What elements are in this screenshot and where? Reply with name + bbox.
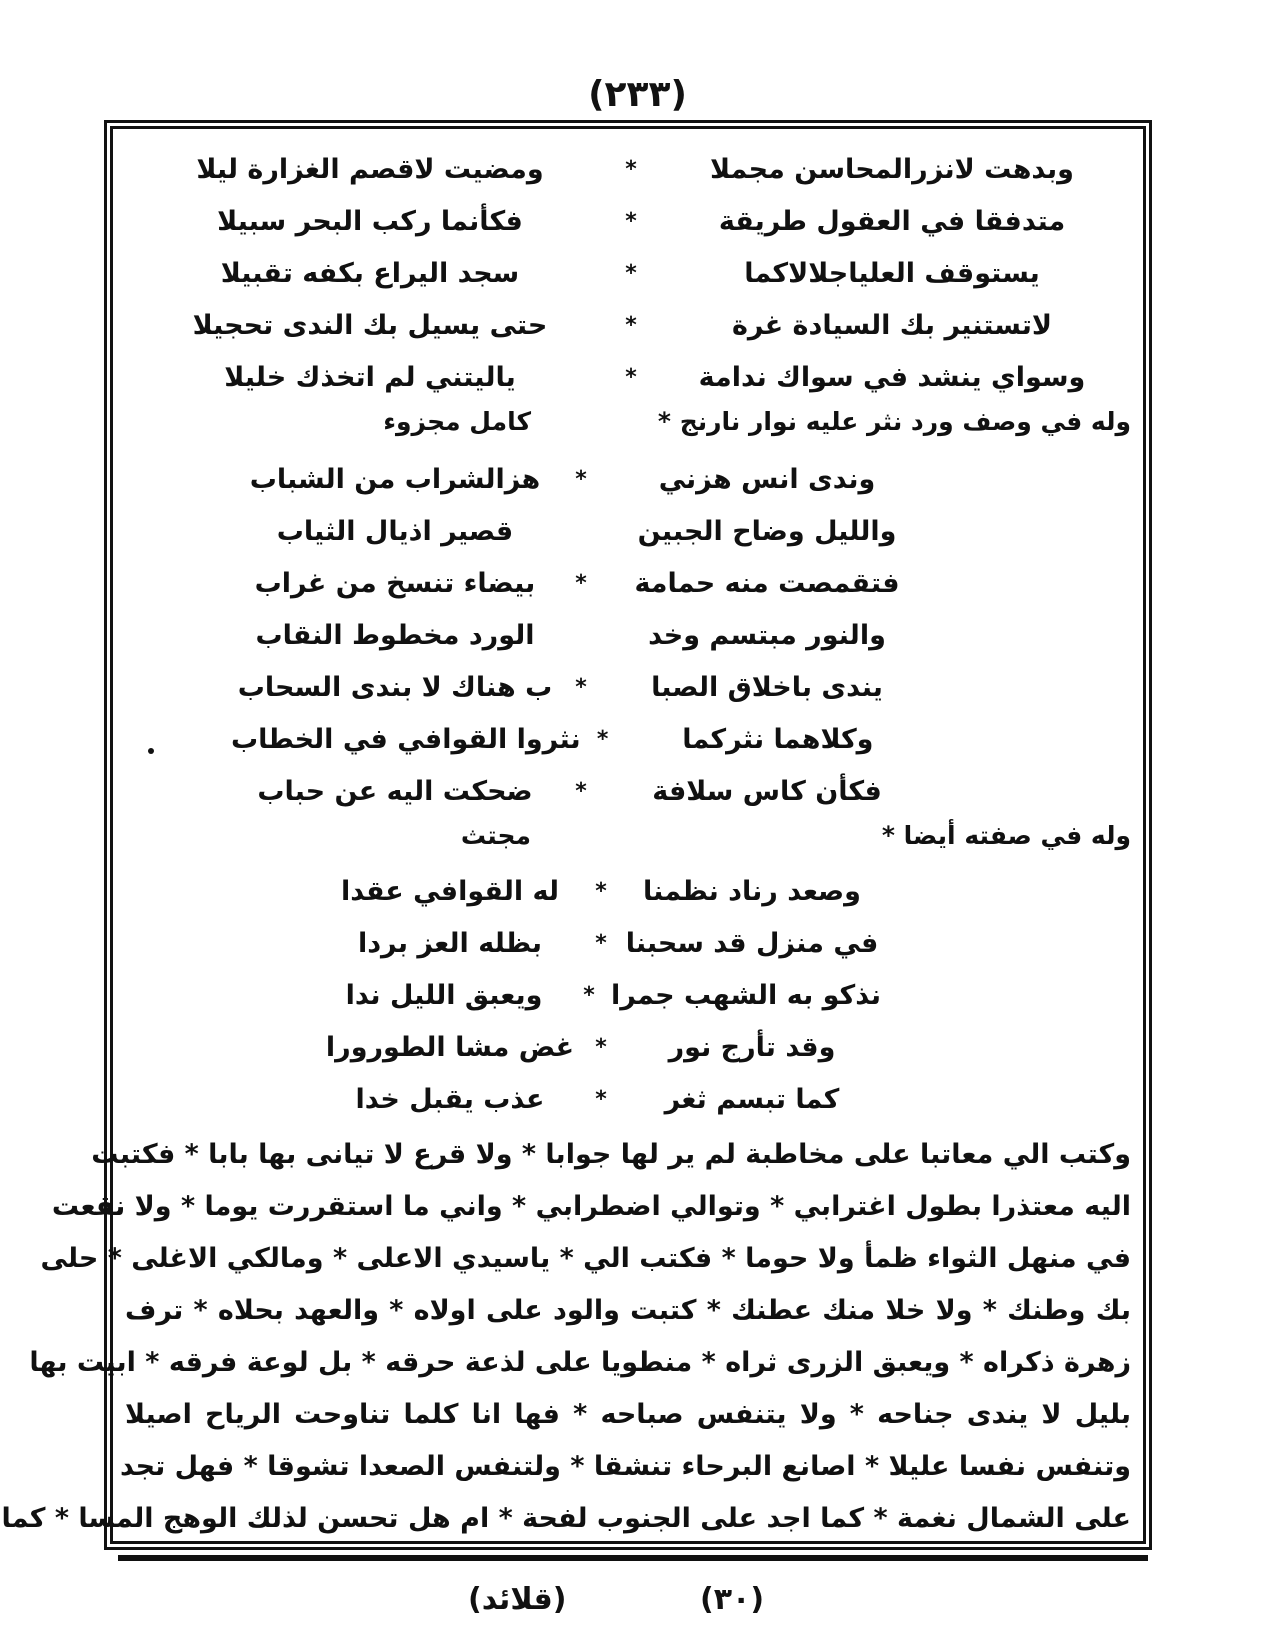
verse-separator: * (595, 930, 607, 956)
verse-second-hemistich: غض مشا الطورورا (325, 1031, 575, 1063)
poem3-verse (321, 1073, 881, 1125)
verse-separator: * (575, 778, 587, 804)
prose-line: زهرة ذكراه * ويعبق الزرى ثراه * منطويا على لذعة حرقه * بل لوعة فرقه * ابيت بها (29, 1347, 1131, 1378)
footer-rule (118, 1555, 1148, 1561)
verse-second-hemistich: ب هناك لا بندى السحاب (237, 671, 553, 703)
verse-first-hemistich: وسواي ينشد في سواك ندامة (698, 361, 1086, 393)
poem3-verse (321, 917, 881, 969)
prose-line: بليل لا يندى جناحه * ولا يتنفس صباحه * فها انا كلما تناوحت الرياح اصيلا (125, 1399, 1131, 1430)
verse-second-hemistich: له القوافي عقدا (340, 875, 560, 907)
verse-first-hemistich: وقد تأرج نور (668, 1031, 836, 1063)
prose-line: اليه معتذرا بطول اغترابي * وتوالي اضطرابي * واني ما استقررت يوما * ولا نقعت (51, 1191, 1131, 1222)
verse-first-hemistich: والنور مبتسم وخد (648, 619, 886, 651)
heading-separator: * (881, 821, 895, 850)
frame-content (1, 135, 1131, 1535)
verse-first-hemistich: يستوقف العلياجلالاكما (744, 257, 1040, 289)
prose-line: بك وطنك * ولا خلا منك عطنك * كتبت والود على اولاه * والعهد بحلاه * ترف (125, 1295, 1131, 1326)
poem2-verse (231, 713, 931, 765)
poem2-verse (231, 505, 931, 557)
verse-separator: * (595, 878, 607, 904)
text-frame (1, 120, 1152, 1550)
verse-separator: * (625, 364, 637, 390)
verse-first-hemistich: وبدهت لانزرالمحاسن مجملا (710, 153, 1074, 185)
poem1-verse (131, 195, 1131, 247)
meter-label: مجتث (460, 821, 531, 850)
verse-separator: * (595, 1034, 607, 1060)
verse-separator: * (583, 982, 595, 1008)
verse-second-hemistich: بظله العز بردا (357, 927, 543, 959)
verse-separator: * (575, 466, 587, 492)
verse-separator: * (596, 726, 609, 752)
heading-text: وله في وصف ورد نثر عليه نوار نارنج (679, 407, 1131, 436)
verse-separator: * (575, 518, 587, 544)
verse-first-hemistich: وكلاهما نثركما (682, 723, 874, 755)
page-number: (٢٣٣) (588, 74, 687, 115)
verse-second-hemistich: ويعبق الليل ندا (345, 979, 543, 1011)
verse-first-hemistich: وصعد رناد نظمنا (643, 875, 861, 907)
section-heading (131, 407, 1131, 451)
verse-second-hemistich: ياليتني لم اتخذك خليلا (224, 361, 516, 393)
poem2-verse (231, 765, 931, 817)
verse-separator: * (625, 208, 637, 234)
heading-text: وله في صفته أيضا (903, 821, 1131, 850)
verse-first-hemistich: يندى باخلاق الصبا (651, 671, 883, 703)
verse-first-hemistich: فتقمصت منه حمامة (634, 567, 900, 599)
verse-second-hemistich: ومضيت لاقصم الغزارة ليلا (196, 153, 544, 185)
prose-line: وكتب الي معاتبا على مخاطبة لم ير لها جوابا * ولا قرع لا تيانى بها بابا * فكتبت (91, 1139, 1131, 1170)
meter-label: كامل مجزوء (383, 407, 531, 436)
prose-line: على الشمال نغمة * كما اجد على الجنوب لفحة * ام هل تحسن لذلك الوهج المسا * كما (1, 1503, 1131, 1534)
verse-second-hemistich: الورد مخطوط النقاب (255, 619, 535, 651)
poem2-verse (231, 609, 931, 661)
poem3-verse (321, 865, 881, 917)
poem1-verse (131, 143, 1131, 195)
poem1-verse (131, 247, 1131, 299)
verse-first-hemistich: لاتستنير بك السيادة غرة (731, 309, 1053, 341)
prose-line: وتنفس نفسا عليلا * اصانع البرحاء تنشقا * ولتنفس الصعدا تشوقا * فهل تجد (120, 1451, 1131, 1482)
poem2-verse (231, 453, 931, 505)
verse-first-hemistich: كما تبسم ثغر (664, 1083, 840, 1115)
section-heading (131, 821, 1131, 865)
poem2-verse (231, 557, 931, 609)
verse-separator: * (625, 260, 637, 286)
ink-speck (148, 748, 154, 754)
verse-second-hemistich: ضحكت اليه عن حباب (257, 775, 533, 807)
verse-separator: * (625, 312, 637, 338)
poem2-verse (231, 661, 931, 713)
poem1-verse (131, 351, 1131, 403)
verse-second-hemistich: نثروا القوافي في الخطاب (231, 723, 581, 755)
heading-separator: * (657, 407, 671, 436)
section-name: (قلائد) (468, 1582, 567, 1617)
verse-second-hemistich: قصير اذيال الثياب (276, 515, 514, 547)
verse-first-hemistich: والليل وضاح الجبين (637, 515, 897, 547)
verse-first-hemistich: نذكو به الشهب جمرا (611, 979, 881, 1011)
prose-line: في منهل الثواء ظمأ ولا حوما * فكتب الي * ياسيدي الاعلى * ومالكي الاغلى * حلى (40, 1243, 1131, 1274)
verse-separator: * (595, 1086, 607, 1112)
verse-second-hemistich: بيضاء تنسخ من غراب (254, 567, 536, 599)
verse-second-hemistich: حتى يسيل بك الندى تحجيلا (192, 309, 548, 341)
verse-second-hemistich: فكأنما ركب البحر سبيلا (217, 205, 523, 237)
verse-second-hemistich: سجد اليراع بكفه تقبيلا (220, 257, 520, 289)
verse-first-hemistich: متدفقا في العقول طريقة (718, 205, 1066, 237)
poem3-verse (321, 1021, 881, 1073)
verse-first-hemistich: في منزل قد سحبنا (625, 927, 879, 959)
signature-number: (٣٠) (700, 1582, 765, 1617)
verse-separator: * (575, 622, 587, 648)
verse-separator: * (625, 156, 637, 182)
poem3-verse (321, 969, 881, 1021)
verse-first-hemistich: وندى انس هزني (658, 463, 876, 495)
verse-separator: * (575, 570, 587, 596)
verse-second-hemistich: هزالشراب من الشباب (249, 463, 541, 495)
verse-separator: * (575, 674, 587, 700)
poem1-verse (131, 299, 1131, 351)
verse-first-hemistich: فكأن كاس سلافة (652, 775, 882, 807)
verse-second-hemistich: عذب يقبل خدا (355, 1083, 545, 1115)
